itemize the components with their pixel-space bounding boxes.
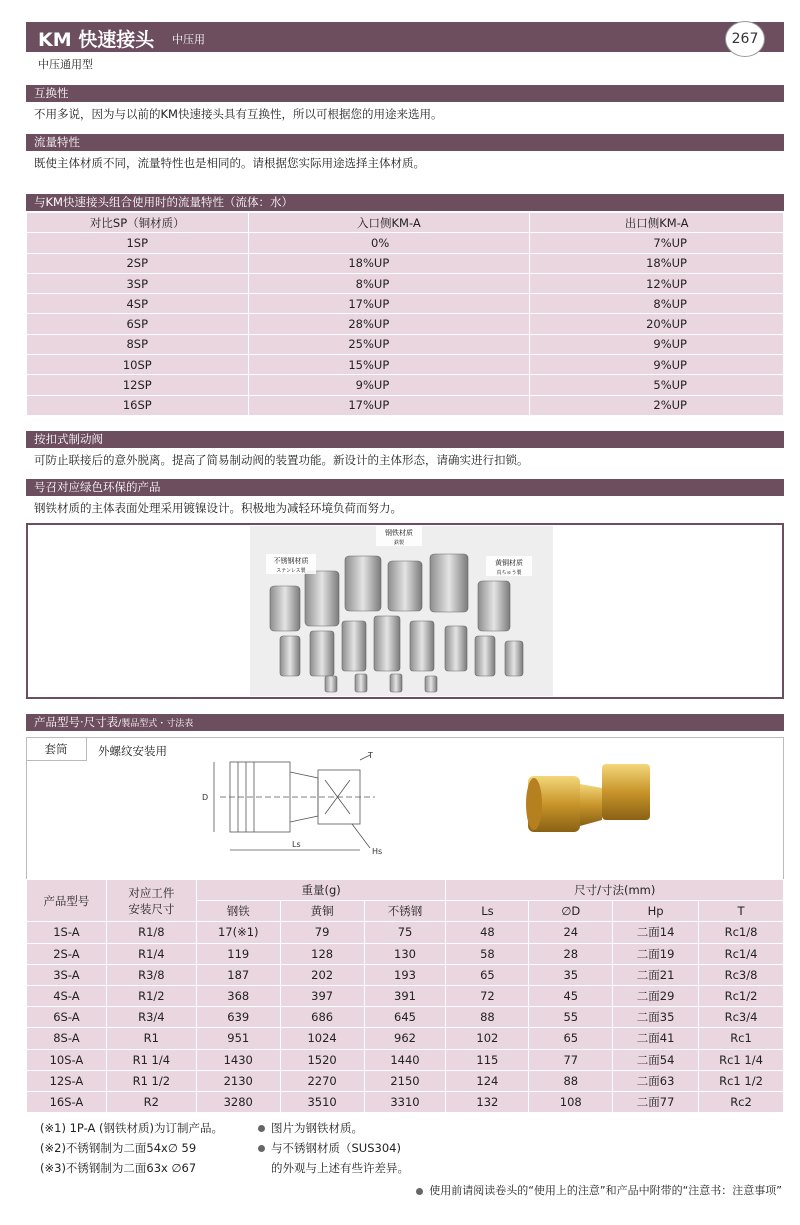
flow-table-row [27, 395, 784, 415]
spec-table-cell: 二面35 [613, 1007, 699, 1028]
note-2: (※2)不锈钢制为二面54x∅ 59 [40, 1141, 197, 1155]
flow-table-cell: 2SP [27, 253, 249, 273]
label-stainless-jp: ステンレス製 [276, 568, 306, 574]
flow-table-row [27, 294, 784, 314]
spec-table-cell: 686 [280, 1007, 364, 1028]
section-title: 产品型号·尺寸表 [34, 715, 119, 729]
spec-table-cell: 2S-A [27, 943, 107, 964]
flow-table-cell: 20%UP [530, 314, 784, 334]
spec-table-row [27, 1070, 784, 1091]
dim-hs: Hs [372, 847, 383, 856]
spec-table-cell: 二面54 [613, 1049, 699, 1070]
brass-coupler-illustration [522, 758, 657, 840]
spec-table-cell: R2 [106, 1091, 196, 1112]
spec-sub-header: Hp [613, 901, 699, 922]
spec-table-cell: 391 [364, 985, 446, 1006]
spec-table-cell: 二面77 [613, 1091, 699, 1112]
note-photo-material: 图片为钢铁材质。 [271, 1121, 363, 1135]
lock-text: 可防止联接后的意外脱离。提高了简易制动阀的装置功能。新设计的主体形态，请确实进行扣锁。 [34, 453, 529, 467]
spec-table-cell: 二面41 [613, 1028, 699, 1049]
note-stainless-1: 与不锈钢材质（SUS304) [271, 1141, 401, 1155]
spec-table-row [27, 922, 784, 943]
spec-table-cell: 77 [529, 1049, 613, 1070]
spec-table-cell: 88 [529, 1070, 613, 1091]
spec-table-cell: 645 [364, 1007, 446, 1028]
flow-table-cell: 9%UP [248, 375, 530, 395]
note-1: (※1) 1P-A (钢铁材质)为订制产品。 [40, 1121, 223, 1135]
spec-table-cell: 88 [446, 1007, 529, 1028]
title-suffix: 中压用 [172, 33, 205, 46]
flow-table-cell: 17%UP [248, 294, 530, 314]
spec-table-row [27, 985, 784, 1006]
spec-table-cell: 8S-A [27, 1028, 107, 1049]
dimension-drawing [200, 750, 400, 862]
section-green-bar [26, 479, 784, 496]
green-text: 钢铁材质的主体表面处理采用镀镍设计。积极地为减轻环境负荷而努力。 [34, 501, 402, 515]
flow-table-cell: 10SP [27, 355, 249, 375]
spec-table-cell: 二面63 [613, 1070, 699, 1091]
label-steel-jp: 鉄製 [393, 540, 405, 546]
spec-table-cell: 1520 [280, 1049, 364, 1070]
spec-table-cell: 397 [280, 985, 364, 1006]
page-title: KM 快速接头 [38, 29, 155, 51]
note-3: (※3)不锈钢制为二面63x ∅67 [40, 1161, 197, 1175]
spec-sub-header: ∅D [529, 901, 613, 922]
flow-table-cell: 15%UP [248, 355, 530, 375]
spec-table-cell: R1/8 [106, 922, 196, 943]
flow-table-cell: 9%UP [530, 334, 784, 354]
section-title: 按扣式制动阀 [34, 432, 103, 446]
spec-table-cell: 72 [446, 985, 529, 1006]
spec-table-cell: 193 [364, 964, 446, 985]
notes-left [40, 1118, 223, 1178]
spec-table-cell: 65 [446, 964, 529, 985]
spec-table-cell: 108 [529, 1091, 613, 1112]
spec-table-cell: 128 [280, 943, 364, 964]
flow-table-row [27, 375, 784, 395]
spec-table-cell: 79 [280, 922, 364, 943]
section-title: 号召对应绿色环保的产品 [34, 480, 161, 494]
spec-table-cell: 35 [529, 964, 613, 985]
spec-table-cell: R3/8 [106, 964, 196, 985]
section-title: 流量特性 [34, 135, 80, 149]
spec-table [26, 879, 784, 1113]
flow-table-cell: 12%UP [530, 273, 784, 293]
spec-table-cell: 1440 [364, 1049, 446, 1070]
product-photo [250, 526, 553, 696]
flow-table-cell: 16SP [27, 395, 249, 415]
spec-table-row [27, 1049, 784, 1070]
spec-table-cell: 4S-A [27, 985, 107, 1006]
flow-header-cell: 入口侧KM-A [248, 213, 530, 233]
note-stainless-2: 的外观与上述有些许差异。 [271, 1161, 409, 1175]
section-title: 互换性 [34, 86, 69, 100]
spec-table-cell: 1430 [196, 1049, 280, 1070]
couplers-illustration [250, 526, 553, 696]
spec-table-cell: Rc1 1/4 [699, 1049, 784, 1070]
socket-label: 套筒 [26, 738, 87, 761]
spec-table-cell: 1024 [280, 1028, 364, 1049]
spec-table-cell: Rc3/8 [699, 964, 784, 985]
flow-table-cell: 2%UP [530, 395, 784, 415]
spec-sub-header: Ls [446, 901, 529, 922]
spec-table-cell: 28 [529, 943, 613, 964]
spec-table-cell: 12S-A [27, 1070, 107, 1091]
flow-table-cell: 6SP [27, 314, 249, 334]
flow-table-cell: 8%UP [530, 294, 784, 314]
spec-table-cell: R1 1/4 [106, 1049, 196, 1070]
spec-table-cell: 1S-A [27, 922, 107, 943]
dim-ls: Ls [292, 840, 301, 849]
spec-table-cell: R1/4 [106, 943, 196, 964]
spec-table-cell: 130 [364, 943, 446, 964]
spec-table-cell: 962 [364, 1028, 446, 1049]
spec-sub-header: 不锈钢 [364, 901, 446, 922]
spec-header-dims: 尺寸/寸法(mm) [446, 880, 784, 901]
spec-table-cell: 202 [280, 964, 364, 985]
spec-table-row [27, 1007, 784, 1028]
spec-table-cell: 58 [446, 943, 529, 964]
spec-table-cell: 24 [529, 922, 613, 943]
spec-table-cell: 951 [196, 1028, 280, 1049]
spec-table-cell: R1 [106, 1028, 196, 1049]
flow-table-cell: 17%UP [248, 395, 530, 415]
flow-table-cell: 18%UP [248, 253, 530, 273]
spec-table-cell: 132 [446, 1091, 529, 1112]
subtitle: 中压通用型 [38, 58, 93, 71]
label-brass-jp: 真ちゅう製 [496, 570, 522, 576]
flow-table-cell: 7%UP [530, 233, 784, 253]
spec-table-cell: R3/4 [106, 1007, 196, 1028]
spec-table-cell: 2270 [280, 1070, 364, 1091]
spec-sub-header: 黄铜 [280, 901, 364, 922]
flow-table-title-bar [26, 194, 784, 211]
spec-table-cell: 二面21 [613, 964, 699, 985]
flow-table-cell: 18%UP [530, 253, 784, 273]
spec-table-cell: 65 [529, 1028, 613, 1049]
flow-header-cell: 对比SP（铜材质） [27, 213, 249, 233]
spec-sub-header: T [699, 901, 784, 922]
flow-table-cell: 8SP [27, 334, 249, 354]
spec-table-cell: Rc1/2 [699, 985, 784, 1006]
spec-table-cell: 3510 [280, 1091, 364, 1112]
spec-table-cell: Rc1/8 [699, 922, 784, 943]
flow-table [26, 212, 784, 416]
spec-table-cell: 3280 [196, 1091, 280, 1112]
spec-table-cell: 45 [529, 985, 613, 1006]
section-flow-bar [26, 134, 784, 151]
dim-d: D [202, 793, 209, 802]
spec-table-cell: 48 [446, 922, 529, 943]
flow-table-cell: 25%UP [248, 334, 530, 354]
flow-table-cell: 5%UP [530, 375, 784, 395]
flow-table-row [27, 355, 784, 375]
spec-table-cell: Rc1 1/2 [699, 1070, 784, 1091]
flow-table-row [27, 314, 784, 334]
spec-header-model: 产品型号 [27, 880, 107, 922]
spec-table-cell: Rc1 [699, 1028, 784, 1049]
flow-table-cell: 4SP [27, 294, 249, 314]
spec-table-cell: 115 [446, 1049, 529, 1070]
flow-table-row [27, 334, 784, 354]
spec-table-cell: 102 [446, 1028, 529, 1049]
spec-table-cell: R1/2 [106, 985, 196, 1006]
flow-table-header [27, 213, 784, 233]
bullet-icon [258, 1145, 265, 1152]
flow-header-cell: 出口侧KM-A [530, 213, 784, 233]
notes-right [258, 1118, 409, 1178]
spec-table-cell: 55 [529, 1007, 613, 1028]
spec-table-cell: 2130 [196, 1070, 280, 1091]
flow-text: 既使主体材质不同，流量特性也是相同的。请根据您实际用途选择主体材质。 [34, 156, 425, 170]
spec-table-cell: 3S-A [27, 964, 107, 985]
spec-table-cell: 二面19 [613, 943, 699, 964]
spec-table-cell: 2150 [364, 1070, 446, 1091]
flow-table-cell: 1SP [27, 233, 249, 253]
flow-table-cell: 8%UP [248, 273, 530, 293]
flow-table-cell: 9%UP [530, 355, 784, 375]
flow-table-cell: 3SP [27, 273, 249, 293]
spec-table-row [27, 1091, 784, 1112]
spec-table-cell: 3310 [364, 1091, 446, 1112]
footer-note [416, 1182, 782, 1198]
spec-table-cell: 368 [196, 985, 280, 1006]
spec-table-cell: Rc1/4 [699, 943, 784, 964]
section-lock-bar [26, 431, 784, 448]
spec-table-cell: 639 [196, 1007, 280, 1028]
spec-table-row [27, 964, 784, 985]
interchange-text: 不用多说，因为与以前的KM快速接头具有互换性，所以可根据您的用途来选用。 [34, 107, 443, 121]
spec-table-cell: 二面14 [613, 922, 699, 943]
flow-table-cell: 28%UP [248, 314, 530, 334]
spec-sub-header: 钢铁 [196, 901, 280, 922]
flow-table-cell: 0% [248, 233, 530, 253]
dim-t: T [368, 751, 373, 760]
section-interchange-bar [26, 85, 784, 102]
spec-table-cell: R1 1/2 [106, 1070, 196, 1091]
page-number: 267 [725, 21, 765, 57]
footer-note-text: 使用前请阅读卷头的“使用上的注意”和产品中附带的“注意书：注意事项” [429, 1184, 782, 1197]
flow-table-cell: 12SP [27, 375, 249, 395]
spec-table-cell: 17(※1) [196, 922, 280, 943]
spec-table-cell: 10S-A [27, 1049, 107, 1070]
spec-header-weight: 重量(g) [196, 880, 446, 901]
flow-table-row [27, 273, 784, 293]
bullet-icon [416, 1188, 423, 1195]
socket-mount-text: 外螺纹安装用 [98, 744, 167, 758]
spec-table-cell: 6S-A [27, 1007, 107, 1028]
section-model-bar [26, 714, 784, 731]
spec-table-cell: 124 [446, 1070, 529, 1091]
spec-table-row [27, 1028, 784, 1049]
label-stainless: 不锈钢材质 [273, 557, 309, 565]
spec-table-cell: 75 [364, 922, 446, 943]
section-title: 与KM快速接头组合使用时的流量特性（流体：水） [34, 195, 293, 209]
spec-header-fit: 对应工件安装尺寸 [106, 880, 196, 922]
label-brass: 黄铜材质 [495, 559, 523, 567]
title-bar [26, 22, 784, 52]
label-steel: 钢铁材质 [385, 529, 413, 537]
flow-table-row [27, 233, 784, 253]
spec-table-row [27, 943, 784, 964]
spec-table-cell: 119 [196, 943, 280, 964]
spec-table-cell: 187 [196, 964, 280, 985]
spec-table-cell: Rc3/4 [699, 1007, 784, 1028]
spec-table-cell: Rc2 [699, 1091, 784, 1112]
spec-table-cell: 二面29 [613, 985, 699, 1006]
bullet-icon [258, 1125, 265, 1132]
flow-table-row [27, 253, 784, 273]
spec-table-cell: 16S-A [27, 1091, 107, 1112]
section-title-small: /製品型式・寸法表 [118, 719, 194, 729]
